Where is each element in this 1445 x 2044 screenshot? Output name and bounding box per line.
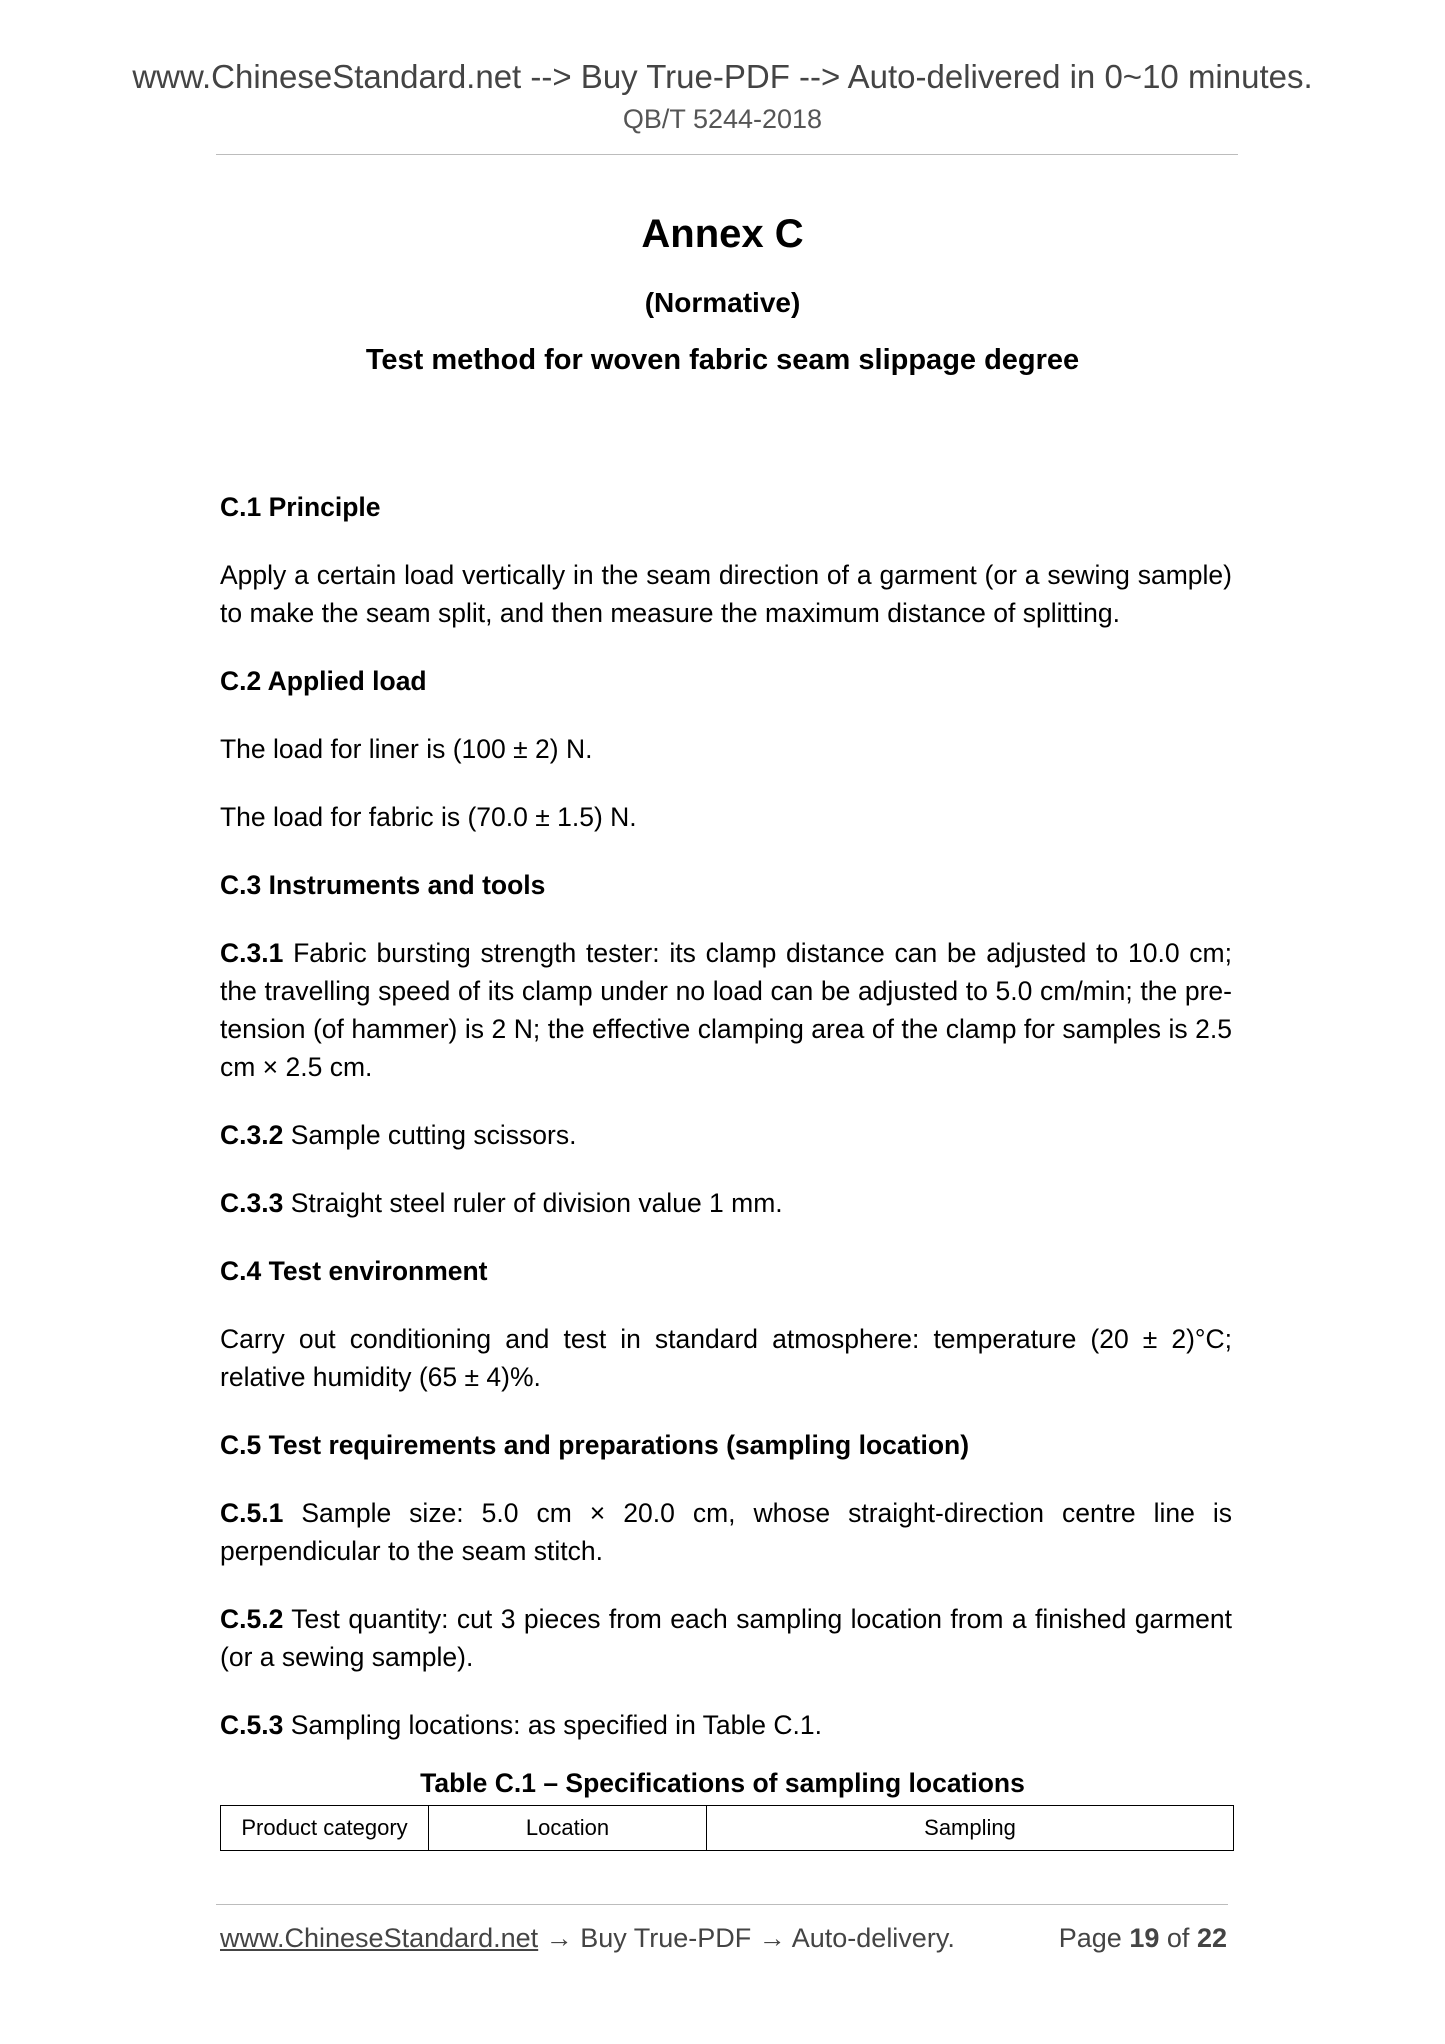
section-c1-heading: C.1 Principle — [220, 492, 381, 522]
section-c2-heading: C.2 Applied load — [220, 666, 427, 696]
section-c2-fabric: The load for fabric is (70.0 ± 1.5) N. — [220, 802, 637, 832]
annex-title: Annex C — [641, 212, 804, 256]
page-indicator — [1059, 1923, 1227, 1954]
column-header-sampling: Sampling — [707, 1806, 1234, 1851]
section-c4-text: Carry out conditioning and test in standard atmosphere: temperature (20 ± 2)°C; relative humidity (65 ± 4)%. — [220, 1324, 1232, 1392]
clause-c5-3 — [220, 1706, 1232, 1744]
column-header-product-category: Product category — [221, 1806, 429, 1851]
column-header-location: Location — [429, 1806, 707, 1851]
annex-type: (Normative) — [644, 287, 801, 318]
clause-c3-2 — [220, 1116, 1232, 1154]
clause-c5-2 — [220, 1600, 1232, 1676]
clause-c5-2-text: Test quantity: cut 3 pieces from each sampling location from a finished garment (or a sewing sample). — [220, 1604, 1232, 1672]
footer-divider — [216, 1904, 1228, 1905]
clause-c5-3-number: C.5.3 — [220, 1710, 284, 1740]
clause-c5-1-number: C.5.1 — [220, 1498, 284, 1528]
clause-c5-2-number: C.5.2 — [220, 1604, 284, 1634]
page-total: 22 — [1196, 1923, 1227, 1953]
table-header-row — [221, 1806, 1234, 1851]
section-c1-text: Apply a certain load vertically in the seam direction of a garment (or a sewing sample) to make the seam split, and then measure the maximum distance of splitting. — [220, 560, 1232, 628]
section-c4-heading: C.4 Test environment — [220, 1256, 488, 1286]
clause-c3-3-text: Straight steel ruler of division value 1 mm. — [290, 1188, 783, 1218]
header-banner: www.ChineseStandard.net --> Buy True-PDF --> Auto-delivered in 0~10 minutes. — [132, 58, 1313, 95]
table-caption: Table C.1 – Specifications of sampling locations — [420, 1768, 1025, 1798]
clause-c5-1 — [220, 1494, 1232, 1570]
annex-subtitle: Test method for woven fabric seam slippage degree — [365, 344, 1080, 376]
section-c2-liner: The load for liner is (100 ± 2) N. — [220, 734, 593, 764]
section-c3-heading: C.3 Instruments and tools — [220, 870, 546, 900]
standard-code: QB/T 5244-2018 — [622, 104, 823, 134]
clause-c3-1 — [220, 934, 1232, 1086]
clause-c3-1-number: C.3.1 — [220, 938, 284, 968]
footer-site-link[interactable]: www.ChineseStandard.net — [220, 1923, 539, 1953]
header-divider — [216, 154, 1238, 155]
clause-c3-3 — [220, 1184, 1232, 1222]
footer-tail: → Buy True-PDF → Auto-delivery. — [538, 1923, 955, 1953]
clause-c3-1-text: Fabric bursting strength tester: its clamp distance can be adjusted to 10.0 cm; the travelling speed of its clamp under no load can be adjusted to 5.0 cm/min; the pre-tension (of hammer) is 2 N; the effective clamping area of the clamp for samples is 2.5 cm × 2.5 cm. — [220, 938, 1232, 1082]
page-of: of — [1166, 1923, 1190, 1953]
clause-c3-3-number: C.3.3 — [220, 1188, 284, 1218]
clause-c5-3-text: Sampling locations: as specified in Table C.1. — [290, 1710, 822, 1740]
sampling-table — [220, 1805, 1234, 1851]
footer-banner — [220, 1923, 955, 1954]
section-c5-heading: C.5 Test requirements and preparations (sampling location) — [220, 1430, 970, 1460]
clause-c3-2-number: C.3.2 — [220, 1120, 284, 1150]
clause-c3-2-text: Sample cutting scissors. — [290, 1120, 577, 1150]
page-current: 19 — [1129, 1923, 1160, 1953]
clause-c5-1-text: Sample size: 5.0 cm × 20.0 cm, whose straight-direction centre line is perpendicular to the seam stitch. — [220, 1498, 1232, 1566]
page-label: Page — [1058, 1923, 1122, 1953]
